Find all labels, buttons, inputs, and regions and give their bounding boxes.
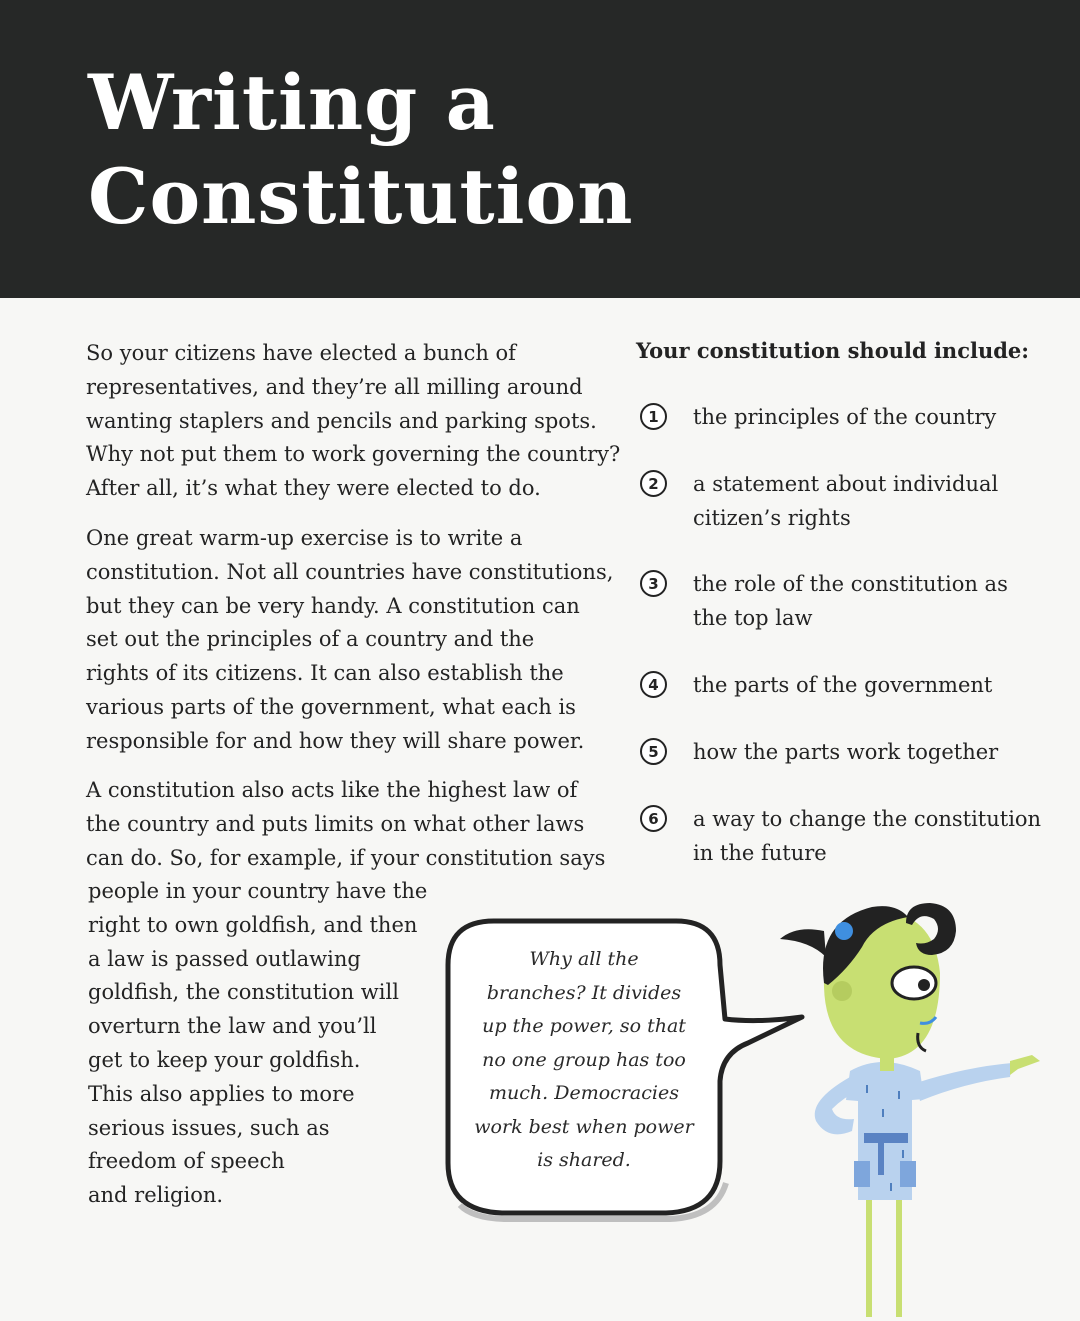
character-arm <box>916 1063 1012 1101</box>
include-item-line: in the future <box>693 840 827 865</box>
include-item-line: the top law <box>693 605 813 630</box>
bubble-line: no one group has too <box>482 1048 686 1071</box>
include-item-line: how the parts work together <box>693 740 999 764</box>
intro-paragraph-3-bottom <box>88 875 448 1213</box>
intro-line: get to keep your goldfish. <box>88 1047 361 1072</box>
robe-pocket <box>900 1161 916 1187</box>
intro-line: set out the principles of a country and the <box>86 627 535 652</box>
intro-line: After all, it’s what they were elected to do. <box>86 476 541 501</box>
include-item-text <box>693 468 998 536</box>
intro-line: overturn the law and you’ll <box>88 1014 377 1039</box>
include-item-text <box>693 803 1041 871</box>
circled-number-icon: 4 <box>640 671 667 698</box>
robe-pocket <box>854 1161 870 1187</box>
bubble-line: is shared. <box>537 1149 631 1171</box>
title-banner <box>0 0 1080 298</box>
include-item-line: a way to change the constitution <box>693 807 1042 831</box>
page-title-line-1: Writing a <box>88 58 496 147</box>
include-item-line: a statement about individual <box>693 472 999 496</box>
intro-line: This also applies to more <box>88 1081 355 1106</box>
ponytail <box>780 929 826 957</box>
intro-line: serious issues, such as <box>88 1115 330 1140</box>
intro-line: but they can be very handy. A constitution can <box>86 593 580 618</box>
character-arm <box>815 1077 858 1134</box>
page-title <box>88 56 633 244</box>
robe-belt <box>864 1133 908 1143</box>
bubble-line: up the power, so that <box>482 1015 686 1037</box>
include-item-text <box>693 401 996 435</box>
circled-number-icon: 5 <box>640 738 667 765</box>
intro-line: wanting staplers and pencils and parking spots. <box>86 408 597 433</box>
circled-number-icon: 6 <box>640 805 667 832</box>
include-item-line: the principles of the country <box>693 405 997 429</box>
intro-line: various parts of the government, what each is <box>86 694 576 719</box>
include-item-text <box>693 736 998 770</box>
hair-bow-icon <box>835 922 853 940</box>
circled-number-icon: 1 <box>640 403 667 430</box>
pointing-hand <box>1010 1055 1040 1075</box>
intro-line: rights of its citizens. It can also establish the <box>86 661 564 686</box>
include-item-text <box>693 669 992 703</box>
bubble-line: Why all the <box>529 948 639 970</box>
intro-line: constitution. Not all countries have constitutions, <box>86 559 614 584</box>
character-illustration <box>770 895 1050 1317</box>
intro-line: the country and puts limits on what other laws <box>86 811 585 836</box>
intro-line: representatives, and they’re all milling around <box>86 374 583 399</box>
character-leg <box>866 1195 872 1317</box>
page-title-line-2: Constitution <box>88 152 634 241</box>
intro-line: Why not put them to work governing the country? <box>86 442 621 467</box>
intro-line: right to own goldfish, and then <box>88 912 418 937</box>
intro-line: and religion. <box>88 1183 224 1208</box>
bubble-line: branches? It divides <box>486 981 682 1004</box>
intro-line: A constitution also acts like the highest law of <box>86 778 578 802</box>
circled-number-icon: 2 <box>640 470 667 497</box>
include-item-text <box>693 568 1008 636</box>
include-item-line: citizen’s rights <box>693 505 851 530</box>
woman-pointing-character-icon <box>770 895 1050 1317</box>
intro-line: One great warm-up exercise is to write a <box>86 526 523 550</box>
include-item-line: the role of the constitution as <box>693 572 1008 596</box>
intro-line: responsible for and how they will share power. <box>86 728 585 753</box>
character-ear <box>832 981 852 1001</box>
intro-paragraph-3-top <box>86 774 626 875</box>
bubble-line: much. Democracies <box>489 1082 679 1104</box>
circled-number-icon: 3 <box>640 570 667 597</box>
intro-line: people in your country have the <box>88 879 428 903</box>
intro-paragraph-1 <box>86 337 626 506</box>
intro-line: freedom of speech <box>88 1149 285 1174</box>
intro-line: a law is passed outlawing <box>88 946 361 971</box>
intro-line: So your citizens have elected a bunch of <box>86 341 516 365</box>
belt-tie <box>878 1141 884 1175</box>
include-item-line: the parts of the government <box>693 673 993 697</box>
intro-line: goldfish, the constitution will <box>88 980 399 1005</box>
bubble-text <box>464 943 704 1178</box>
speech-bubble <box>440 913 730 1218</box>
bubble-line: work best when power <box>474 1115 694 1138</box>
intro-paragraph-2 <box>86 522 626 759</box>
include-heading: Your constitution should include: <box>636 338 1030 363</box>
intro-line: can do. So, for example, if your constitution says <box>86 845 606 870</box>
character-pupil <box>918 979 930 991</box>
character-leg <box>896 1195 902 1317</box>
